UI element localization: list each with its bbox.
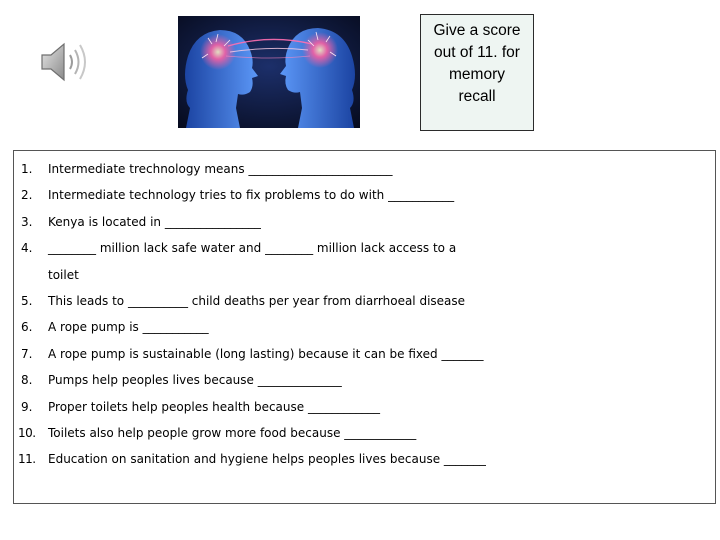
score-line-1: Give a score xyxy=(433,22,521,39)
score-instruction-box xyxy=(420,14,534,131)
question-1 xyxy=(14,156,715,182)
question-text: ________ million lack safe water and ________ million lack access to a xyxy=(48,241,457,256)
speaker-icon[interactable] xyxy=(38,40,90,84)
question-2 xyxy=(14,182,715,208)
question-text: A rope pump is sustainable (long lasting) because it can be fixed _______ xyxy=(48,346,484,361)
question-4-continuation xyxy=(14,262,715,288)
question-number: 3. xyxy=(21,214,33,229)
score-line-3: memory xyxy=(449,66,505,83)
questions-box xyxy=(13,150,716,504)
question-number: 5. xyxy=(21,294,33,309)
question-text: This leads to __________ child deaths per year from diarrhoeal disease xyxy=(48,294,466,309)
question-number: 4. xyxy=(21,241,33,256)
question-text: Proper toilets help peoples health because ____________ xyxy=(48,399,380,414)
question-number: 8. xyxy=(21,373,33,388)
question-list xyxy=(14,151,715,473)
question-6 xyxy=(14,314,715,340)
question-number: 9. xyxy=(21,399,33,414)
question-10 xyxy=(14,420,715,446)
two-heads-image xyxy=(178,16,360,128)
question-11 xyxy=(14,446,715,472)
question-8 xyxy=(14,367,715,393)
question-3 xyxy=(14,209,715,235)
question-text: Intermediate trechnology means ________________________ xyxy=(48,162,393,176)
question-number: 7. xyxy=(21,346,33,361)
question-text: Toilets also help people grow more food because ____________ xyxy=(48,426,417,441)
question-number: 6. xyxy=(21,320,33,335)
score-line-4: recall xyxy=(458,88,496,105)
question-text-continuation: toilet xyxy=(48,267,79,282)
question-text: A rope pump is ___________ xyxy=(48,320,209,335)
question-number: 1. xyxy=(21,162,33,176)
question-4 xyxy=(14,235,715,261)
question-text: Education on sanitation and hygiene helps peoples lives because _______ xyxy=(48,452,486,467)
question-number: 2. xyxy=(21,188,33,203)
question-5 xyxy=(14,288,715,314)
question-number: 11. xyxy=(18,452,36,467)
question-7 xyxy=(14,341,715,367)
question-9 xyxy=(14,394,715,420)
question-text: Kenya is located in ________________ xyxy=(48,214,261,229)
question-text: Intermediate technology tries to fix problems to do with ___________ xyxy=(48,188,455,203)
score-line-2: out of 11. for xyxy=(434,44,520,61)
question-text: Pumps help peoples lives because ______________ xyxy=(48,373,342,388)
question-number: 10. xyxy=(18,426,36,441)
